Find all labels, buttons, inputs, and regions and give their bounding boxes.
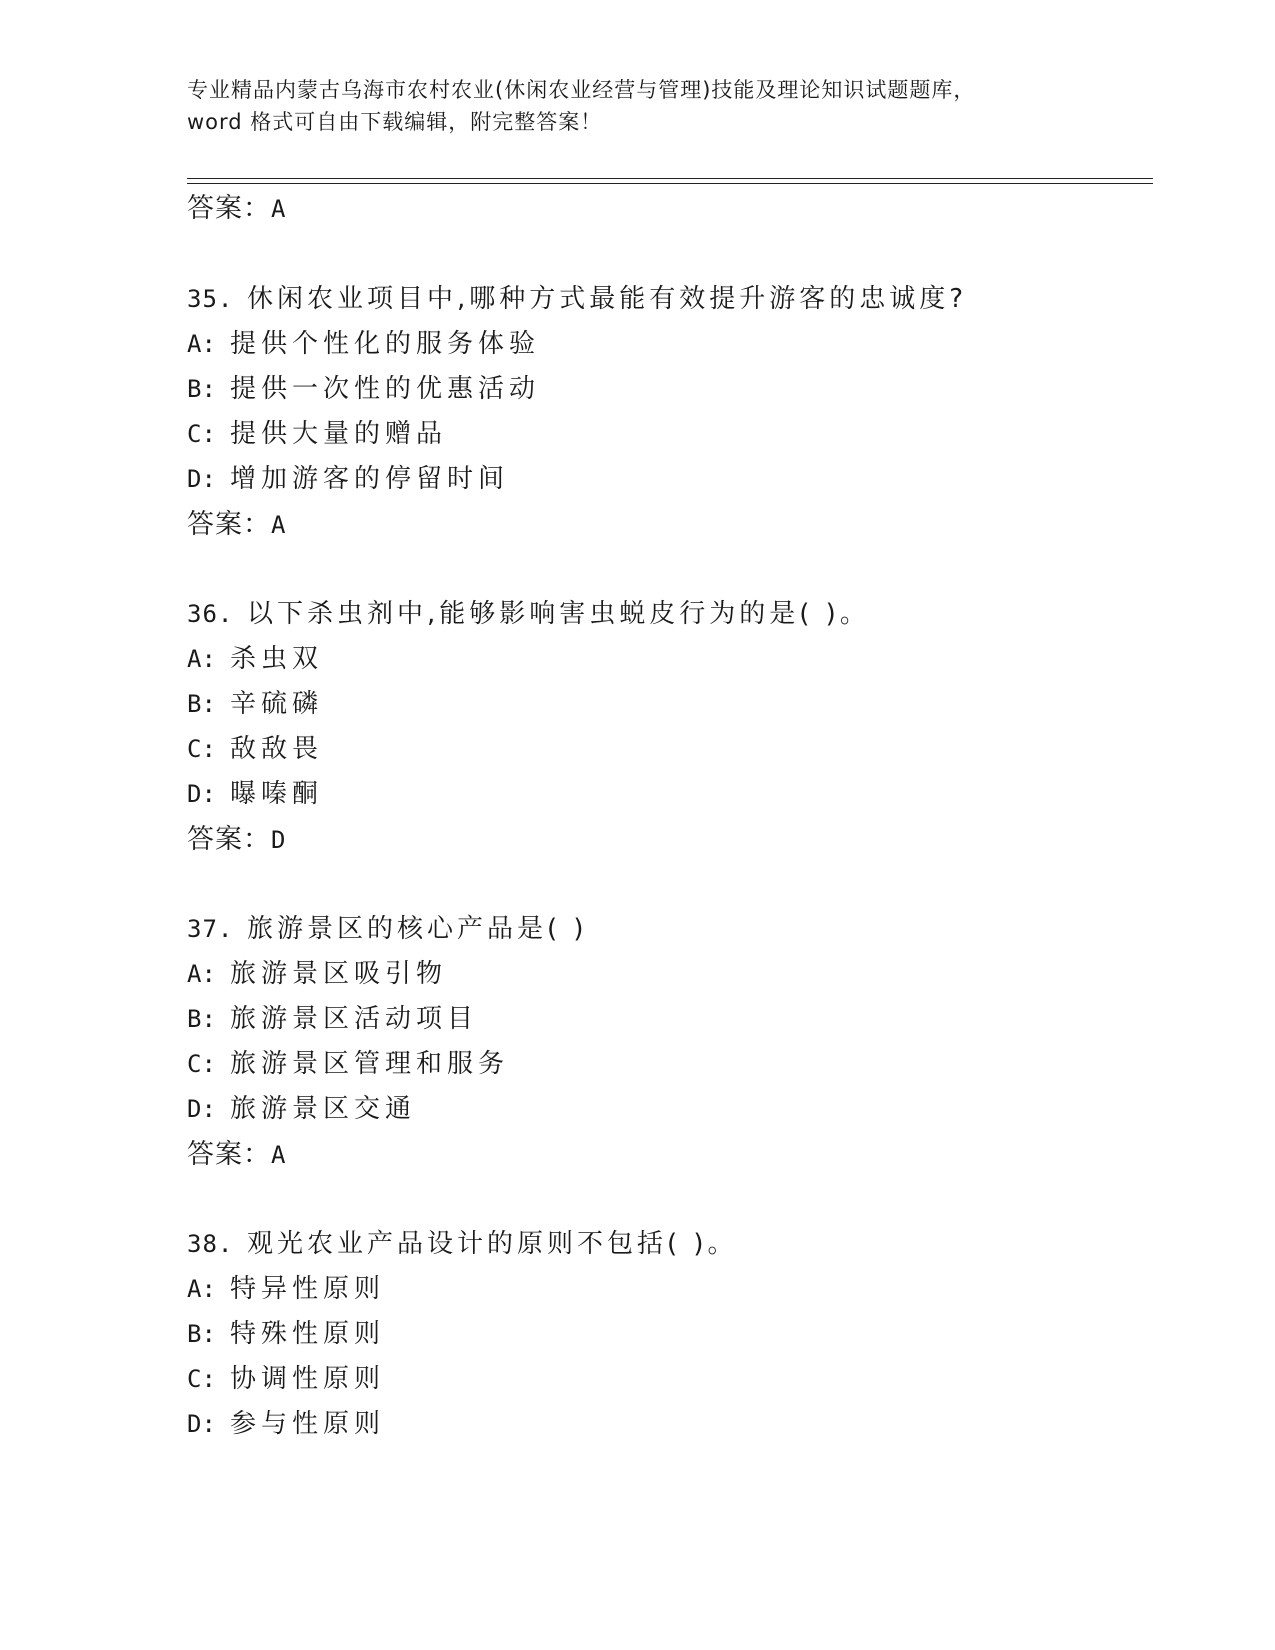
option-d xyxy=(187,772,1167,817)
option-c xyxy=(187,727,1167,772)
option-text: 提供一次性的优惠活动 xyxy=(230,374,541,404)
option-text: 提供个性化的服务体验 xyxy=(230,329,541,359)
option-text: 旅游景区活动项目 xyxy=(230,1004,479,1034)
option-d xyxy=(187,1402,1167,1447)
question-number: 36. xyxy=(187,600,234,628)
option-text: 旅游景区吸引物 xyxy=(230,959,448,989)
question-stem xyxy=(187,277,1167,322)
option-key: B: xyxy=(187,690,216,718)
question-38 xyxy=(187,1222,1167,1447)
option-text: 敌敌畏 xyxy=(230,734,324,764)
option-key: A: xyxy=(187,960,216,988)
option-key: C: xyxy=(187,420,216,448)
question-number: 37. xyxy=(187,915,234,943)
answer-label: 答案： xyxy=(187,824,271,855)
question-text: 旅游景区的核心产品是( ) xyxy=(247,914,588,944)
question-36 xyxy=(187,592,1167,863)
option-text: 辛硫磷 xyxy=(230,689,324,719)
question-answer xyxy=(187,817,1167,863)
question-answer xyxy=(187,502,1167,548)
header-divider-bottom xyxy=(187,183,1153,184)
option-b xyxy=(187,682,1167,727)
question-35 xyxy=(187,277,1167,548)
option-a xyxy=(187,1267,1167,1312)
answer-label: 答案： xyxy=(187,193,271,224)
header-line-1: 专业精品内蒙古乌海市农村农业(休闲农业经营与管理)技能及理论知识试题题库， xyxy=(187,78,976,102)
option-text: 旅游景区管理和服务 xyxy=(230,1049,510,1079)
option-key: C: xyxy=(187,1365,216,1393)
option-text: 协调性原则 xyxy=(230,1364,386,1394)
option-key: B: xyxy=(187,1005,216,1033)
question-stem xyxy=(187,592,1167,637)
option-key: D: xyxy=(187,1095,216,1123)
answer-value: D xyxy=(271,826,287,854)
previous-answer xyxy=(187,192,286,226)
answer-label: 答案： xyxy=(187,1139,271,1170)
answer-value: A xyxy=(271,511,287,539)
option-key: B: xyxy=(187,1320,216,1348)
option-text: 增加游客的停留时间 xyxy=(230,464,510,494)
option-a xyxy=(187,637,1167,682)
answer-value: A xyxy=(271,1141,287,1169)
header-line-2: word 格式可自由下载编辑，附完整答案！ xyxy=(187,110,603,134)
option-key: D: xyxy=(187,780,216,808)
option-c xyxy=(187,412,1167,457)
question-stem xyxy=(187,1222,1167,1267)
question-text: 以下杀虫剂中,能够影响害虫蜕皮行为的是( )。 xyxy=(247,599,870,629)
option-a xyxy=(187,952,1167,997)
option-d xyxy=(187,457,1167,502)
question-number: 38. xyxy=(187,1230,234,1258)
option-text: 杀虫双 xyxy=(230,644,324,674)
option-key: B: xyxy=(187,375,216,403)
question-number: 35. xyxy=(187,285,234,313)
option-key: A: xyxy=(187,1275,216,1303)
option-text: 参与性原则 xyxy=(230,1409,386,1439)
option-text: 旅游景区交通 xyxy=(230,1094,417,1124)
option-b xyxy=(187,367,1167,412)
question-text: 休闲农业项目中,哪种方式最能有效提升游客的忠诚度? xyxy=(247,284,968,314)
option-text: 曝嗪酮 xyxy=(230,779,324,809)
option-text: 特殊性原则 xyxy=(230,1319,386,1349)
document-header xyxy=(187,74,1087,138)
option-text: 提供大量的赠品 xyxy=(230,419,448,449)
option-a xyxy=(187,322,1167,367)
option-c xyxy=(187,1357,1167,1402)
option-key: D: xyxy=(187,465,216,493)
option-key: C: xyxy=(187,735,216,763)
option-key: A: xyxy=(187,645,216,673)
answer-value: A xyxy=(271,195,287,223)
option-b xyxy=(187,997,1167,1042)
option-b xyxy=(187,1312,1167,1357)
option-key: C: xyxy=(187,1050,216,1078)
option-d xyxy=(187,1087,1167,1132)
option-text: 特异性原则 xyxy=(230,1274,386,1304)
option-c xyxy=(187,1042,1167,1087)
header-divider-top xyxy=(187,178,1153,179)
option-key: A: xyxy=(187,330,216,358)
question-37 xyxy=(187,907,1167,1178)
question-answer xyxy=(187,1132,1167,1178)
question-text: 观光农业产品设计的原则不包括( )。 xyxy=(247,1229,738,1259)
question-stem xyxy=(187,907,1167,952)
answer-label: 答案： xyxy=(187,509,271,540)
option-key: D: xyxy=(187,1410,216,1438)
